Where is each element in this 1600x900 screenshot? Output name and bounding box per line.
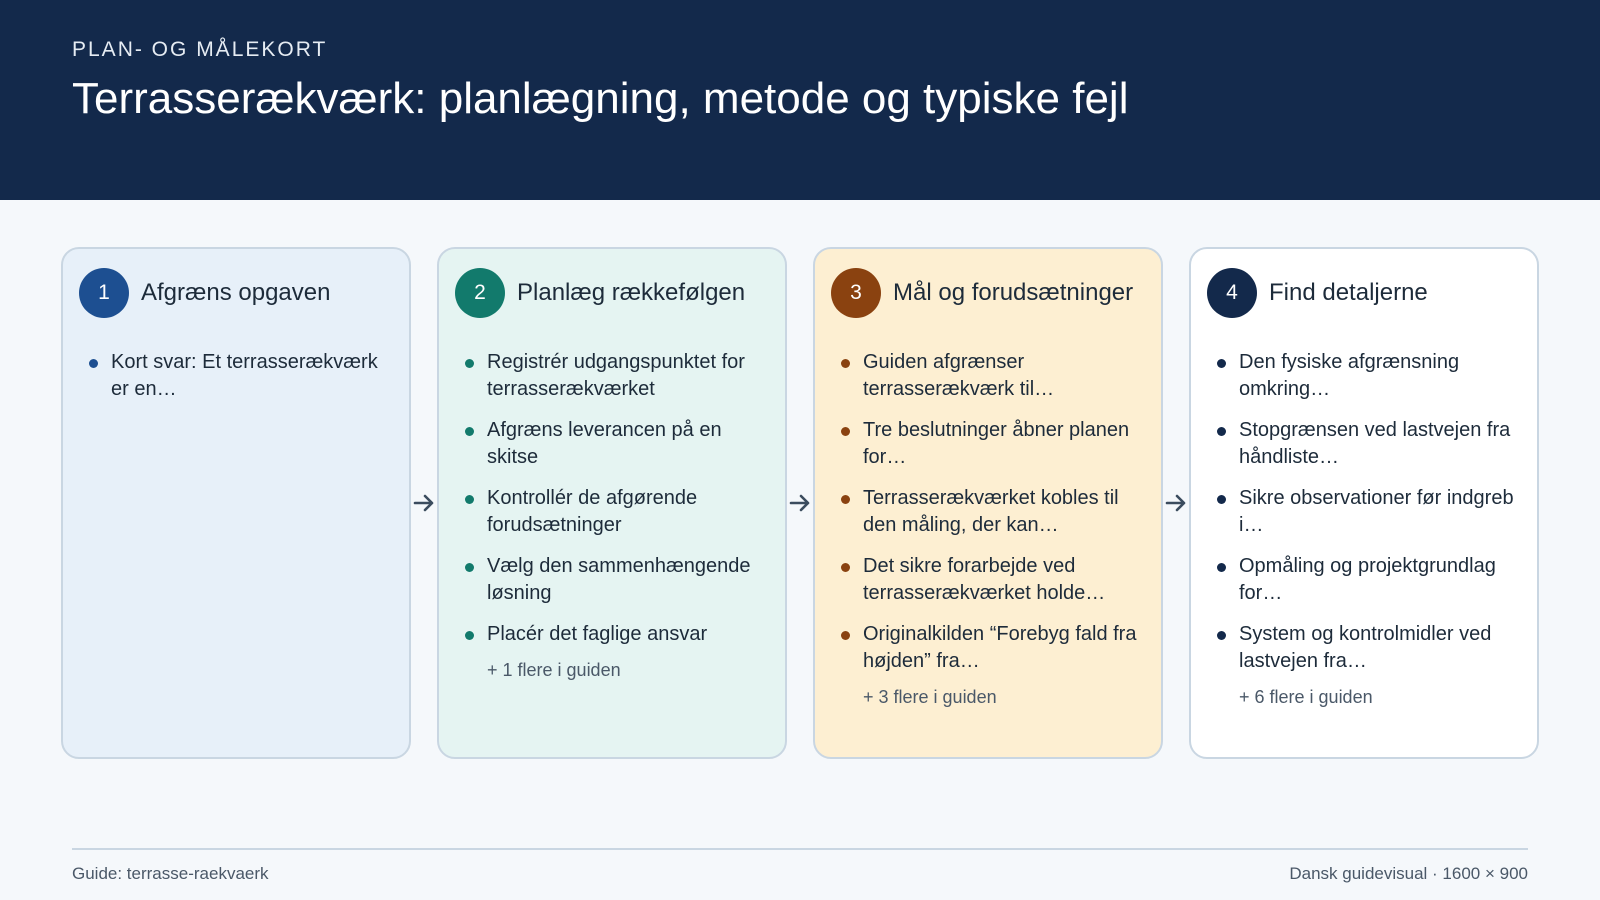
card-items [1207, 349, 1521, 675]
page-title: Terrasserækværk: planlægning, metode og typiske fejl [72, 74, 1129, 123]
bullet-icon [841, 427, 850, 436]
footer-meta: Dansk guidevisual · 1600 × 900 [1289, 864, 1528, 883]
bullet-icon [89, 359, 98, 368]
bullet-icon [465, 495, 474, 504]
list-item-text: Sikre observationer før indgreb i… [1239, 487, 1514, 536]
bullet-icon [1217, 359, 1226, 368]
list-item-text: Afgræns leverancen på en skitse [487, 419, 722, 468]
bullet-icon [465, 427, 474, 436]
step-number-badge: 2 [455, 268, 505, 318]
list-item-text: Vælg den sammenhængende løsning [487, 555, 751, 604]
card-items [455, 349, 769, 648]
footer-divider [72, 848, 1528, 850]
list-item-text: Kort svar: Et terrasserækværk er en… [111, 351, 378, 400]
list-item [465, 485, 769, 539]
list-item [89, 349, 393, 403]
list-item-text: Stopgrænsen ved lastvejen fra håndliste… [1239, 419, 1511, 468]
step-card-1 [61, 247, 411, 759]
list-item-text: Tre beslutninger åbner planen for… [863, 419, 1130, 468]
bullet-icon [465, 631, 474, 640]
card-title: Afgræns opgaven [141, 279, 331, 306]
list-item-text: System og kontrolmidler ved lastvejen fra… [1239, 623, 1492, 672]
list-item [465, 417, 769, 471]
list-item-text: Det sikre forarbejde ved terrasserækværket holde… [863, 555, 1106, 604]
list-item [841, 349, 1145, 403]
list-item [841, 553, 1145, 607]
list-item-text: Opmåling og projektgrundlag for… [1239, 555, 1496, 604]
more-in-guide-note: + 1 flere i guiden [487, 660, 621, 680]
more-in-guide-note: + 3 flere i guiden [863, 687, 997, 707]
footer-guide-label: Guide: terrasse-raekvaerk [72, 864, 269, 883]
card-header [831, 267, 1145, 319]
list-item [465, 553, 769, 607]
step-cards [61, 247, 1539, 759]
arrow-right-icon [787, 247, 813, 759]
arrow-right-icon [411, 247, 437, 759]
bullet-icon [841, 563, 850, 572]
list-item [1217, 553, 1521, 607]
bullet-icon [465, 563, 474, 572]
step-number-badge: 1 [79, 268, 129, 318]
list-item [841, 485, 1145, 539]
bullet-icon [1217, 427, 1226, 436]
list-item-text: Terrasserækværket kobles til den måling, der kan… [863, 487, 1119, 536]
card-items [79, 349, 393, 403]
list-item-text: Placér det faglige ansvar [487, 623, 708, 645]
step-card-3 [813, 247, 1163, 759]
bullet-icon [841, 495, 850, 504]
list-item [465, 621, 769, 648]
list-item [1217, 417, 1521, 471]
list-item [1217, 621, 1521, 675]
header [0, 0, 1600, 200]
card-items [831, 349, 1145, 675]
bullet-icon [1217, 495, 1226, 504]
list-item [841, 417, 1145, 471]
eyebrow: PLAN- OG MÅLEKORT [72, 38, 328, 61]
card-header [1207, 267, 1521, 319]
arrow-right-icon [1163, 247, 1189, 759]
list-item [841, 621, 1145, 675]
bullet-icon [841, 631, 850, 640]
list-item-text: Registrér udgangspunktet for terrasserækværket [487, 351, 745, 400]
list-item [1217, 485, 1521, 539]
list-item-text: Originalkilden “Forebyg fald fra højden” fra… [863, 623, 1137, 672]
bullet-icon [1217, 563, 1226, 572]
list-item-text: Kontrollér de afgørende forudsætninger [487, 487, 698, 536]
list-item [1217, 349, 1521, 403]
card-header [455, 267, 769, 319]
card-header [79, 267, 393, 319]
more-in-guide-note: + 6 flere i guiden [1239, 687, 1373, 707]
list-item-text: Guiden afgrænser terrasserækværk til… [863, 351, 1055, 400]
step-number-badge: 3 [831, 268, 881, 318]
card-title: Planlæg rækkefølgen [517, 279, 746, 306]
step-card-2 [437, 247, 787, 759]
step-number-badge: 4 [1207, 268, 1257, 318]
list-item-text: Den fysiske afgrænsning omkring… [1239, 351, 1460, 400]
card-title: Mål og forudsætninger [893, 279, 1134, 306]
bullet-icon [465, 359, 474, 368]
bullet-icon [1217, 631, 1226, 640]
list-item [465, 349, 769, 403]
step-card-4 [1189, 247, 1539, 759]
bullet-icon [841, 359, 850, 368]
card-title: Find detaljerne [1269, 279, 1428, 306]
